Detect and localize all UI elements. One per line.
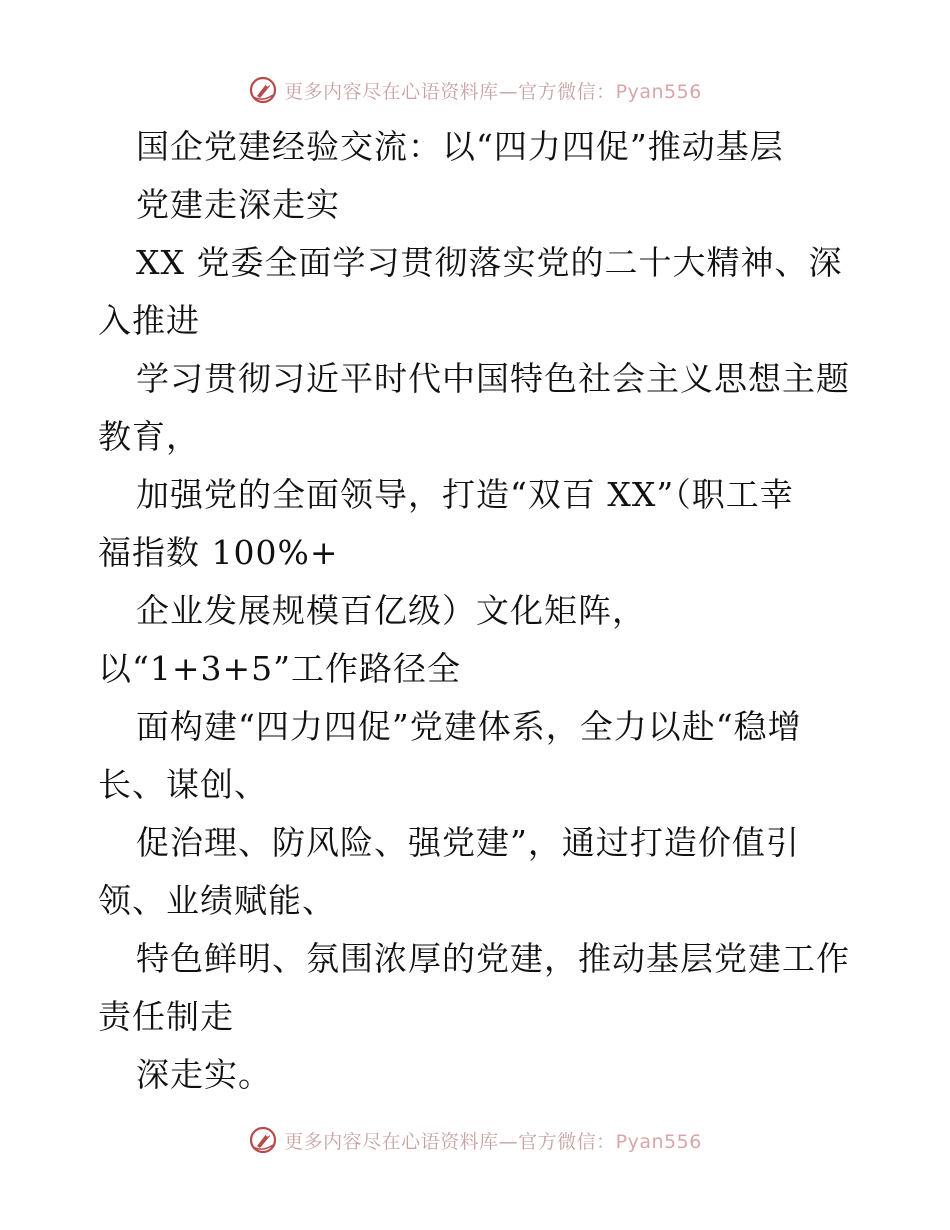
wechat-handle: Pyan556: [615, 80, 702, 103]
paragraph-line: 领、业绩赋能、: [98, 881, 336, 920]
paragraph-line: 企业发展规模百亿级）文化矩阵，: [136, 591, 646, 630]
title-line-2: 党建走深走实: [136, 185, 340, 224]
title-line-1: 国企党建经验交流：以“四力四促”推动基层: [136, 127, 784, 166]
paragraph-line: XX 党委全面学习贯彻落实党的二十大精神、深: [136, 243, 843, 282]
document-body: [98, 118, 858, 1104]
paragraph-line: 学习贯彻习近平时代中国特色社会主义思想主题: [136, 359, 850, 398]
paragraph-line: 福指数 100%+: [98, 533, 339, 572]
watermark-text: 更多内容尽在心语资料库—官方微信：Pyan556: [284, 1130, 702, 1153]
paragraph-line: 深走实。: [136, 1055, 272, 1094]
paragraph-line: 面构建“四力四促”党建体系，全力以赴“稳增: [136, 707, 802, 746]
paragraph-line: 以“1+3+5”工作路径全: [98, 649, 462, 688]
paragraph-line: 特色鲜明、氛围浓厚的党建，推动基层党建工作: [136, 939, 850, 978]
pen-nib-logo-icon: [248, 1125, 278, 1155]
paragraph-line: 教育，: [98, 417, 200, 456]
watermark-text: 更多内容尽在心语资料库—官方微信：Pyan556: [284, 80, 702, 103]
pen-nib-logo-icon: [248, 75, 278, 105]
paragraph-line: 长、谋创、: [98, 765, 268, 804]
paragraph-line: 责任制走: [98, 997, 234, 1036]
footer-watermark: [0, 1120, 950, 1160]
paragraph-line: 促治理、防风险、强党建”，通过打造价值引: [136, 823, 800, 862]
wechat-handle: Pyan556: [615, 1130, 702, 1153]
paragraph-line: 入推进: [98, 301, 200, 340]
header-watermark: [0, 70, 950, 110]
paragraph-line: 加强党的全面领导，打造“双百 XX”（职工幸: [136, 475, 794, 514]
